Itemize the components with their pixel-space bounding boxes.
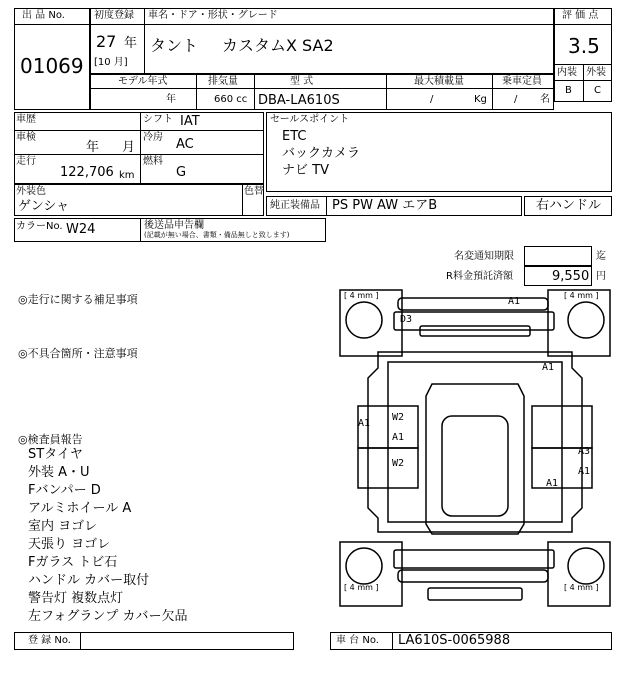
car-damage-diagram xyxy=(338,288,612,626)
color-no-value: W24 xyxy=(66,222,96,237)
chassis-no: LA610S-0065988 xyxy=(398,633,511,648)
inspector-label: ◎検査員報告 xyxy=(18,433,83,446)
mileage-label: 走行 xyxy=(16,156,36,167)
damage-mark-9: A1 xyxy=(578,466,591,477)
inspector-line-4: アルミホイール A xyxy=(28,501,132,516)
model-code: DBA-LA610S xyxy=(258,93,340,108)
capacity-unit: 名 xyxy=(540,94,550,105)
load-slash: / xyxy=(430,94,434,105)
exterior-grade: C xyxy=(594,85,601,96)
fuel-value: G xyxy=(176,165,187,180)
damage-mark-2: D3 xyxy=(400,314,413,325)
inspection-label: 車検 xyxy=(16,132,36,143)
car-name-label: 車名・ドア・形状・グレード xyxy=(148,10,278,21)
inspector-line-7: Fガラス トビ石 xyxy=(28,555,118,570)
inspection-month: 月 xyxy=(122,140,136,155)
damage-mark-7: W2 xyxy=(392,458,405,469)
inspector-line-6: 天張り ヨゴレ xyxy=(28,537,111,552)
lot-label: 出 品 No. xyxy=(22,10,65,21)
name-change-label: 名変通知期限 xyxy=(454,251,514,262)
inspection-year: 年 xyxy=(86,140,100,155)
max-load-label: 最大積載量 xyxy=(414,76,464,87)
inspector-line-2: 外装 A・U xyxy=(28,465,90,480)
chassis-label: 車 台 No. xyxy=(336,635,379,646)
damage-mark-6: A1 xyxy=(392,432,405,443)
exterior-label: 外装 xyxy=(586,67,606,78)
inspector-line-10: 左フォグランプ カバー欠品 xyxy=(28,609,188,624)
sales-point-1: ETC xyxy=(282,129,307,144)
defect-notes-label: ◎不具合箇所・注意事項 xyxy=(18,347,138,360)
tire-depth-rl: [ 4 mm ] xyxy=(344,583,379,592)
ext-color-label: 外装色 xyxy=(16,186,46,197)
reg-no-label: 登 録 No. xyxy=(28,635,71,646)
capacity-label: 乗車定員 xyxy=(502,76,542,87)
load-unit: Kg xyxy=(474,94,487,105)
ac-label: 冷房 xyxy=(143,132,163,143)
inspector-line-1: STタイヤ xyxy=(28,447,83,462)
name-change-unit: 迄 xyxy=(596,251,606,262)
shift-value: IAT xyxy=(180,114,200,129)
score-value: 3.5 xyxy=(568,34,600,58)
type-label: 型 式 xyxy=(290,76,314,87)
color-change-label: 色替 xyxy=(244,186,264,197)
model-year-label: モデル年式 xyxy=(118,76,168,87)
inspector-line-8: ハンドル カバー取付 xyxy=(28,573,150,588)
recycle-unit: 円 xyxy=(596,271,606,282)
model-year-unit: 年 xyxy=(166,94,176,105)
info-box xyxy=(14,112,264,184)
interior-label: 内装 xyxy=(557,67,577,78)
name-change-box xyxy=(524,246,592,266)
driving-notes-label: ◎走行に関する補足事項 xyxy=(18,293,138,306)
damage-mark-10: A1 xyxy=(546,478,559,489)
damage-mark-1: A1 xyxy=(508,296,521,307)
tire-depth-fl: [ 4 mm ] xyxy=(344,291,379,300)
inspector-line-9: 警告灯 複数点灯 xyxy=(28,591,124,606)
sales-point-3: ナビ TV xyxy=(282,163,329,178)
capacity-slash: / xyxy=(514,94,518,105)
sales-point-2: バックカメラ xyxy=(282,146,361,161)
displacement: 660 cc xyxy=(214,94,248,105)
shift-label: シフト xyxy=(143,114,173,125)
tire-depth-rr: [ 4 mm ] xyxy=(564,583,599,592)
reg-year: 27 xyxy=(96,32,117,51)
handle: 右ハンドル xyxy=(536,198,602,213)
lot-number: 01069 xyxy=(20,54,84,78)
damage-mark-5: A1 xyxy=(358,418,371,429)
mileage-unit: km xyxy=(119,170,135,181)
ext-color-value: ゲンシャ xyxy=(18,199,70,214)
recycle-amount: 9,550 xyxy=(552,269,590,284)
equip-label: 純正装備品 xyxy=(270,200,320,211)
tire-depth-fr: [ 4 mm ] xyxy=(564,291,599,300)
color-no-label: カラーNo. xyxy=(16,221,63,232)
inspector-line-5: 室内 ヨゴレ xyxy=(28,519,98,534)
equipment: PS PW AW エアB xyxy=(332,198,438,213)
displacement-label: 排気量 xyxy=(208,76,238,87)
reg-month: [10 月] xyxy=(94,57,128,68)
car-name: タント xyxy=(150,36,199,55)
fuel-label: 燃料 xyxy=(143,156,163,167)
inspector-line-3: Fバンパー D xyxy=(28,483,101,498)
mileage-value: 122,706 xyxy=(60,165,114,180)
ac-value: AC xyxy=(176,137,194,152)
score-label: 評 価 点 xyxy=(562,10,599,21)
recycle-label: R料金預託済額 xyxy=(446,271,513,282)
sales-label: セールスポイント xyxy=(270,114,350,125)
post-note: (記載が無い場合、書類・備品無しと致します) xyxy=(144,231,290,239)
post-label: 後送品申告欄 xyxy=(144,220,204,231)
reg-year-unit: 年 xyxy=(124,36,138,51)
damage-mark-3: A1 xyxy=(542,362,555,373)
history-label: 車歴 xyxy=(16,114,36,125)
damage-mark-4: W2 xyxy=(392,412,405,423)
damage-mark-8: A3 xyxy=(578,446,591,457)
first-reg-label: 初度登録 xyxy=(94,10,134,21)
interior-grade: B xyxy=(565,85,572,96)
car-grade: カスタムX SA2 xyxy=(222,36,334,55)
